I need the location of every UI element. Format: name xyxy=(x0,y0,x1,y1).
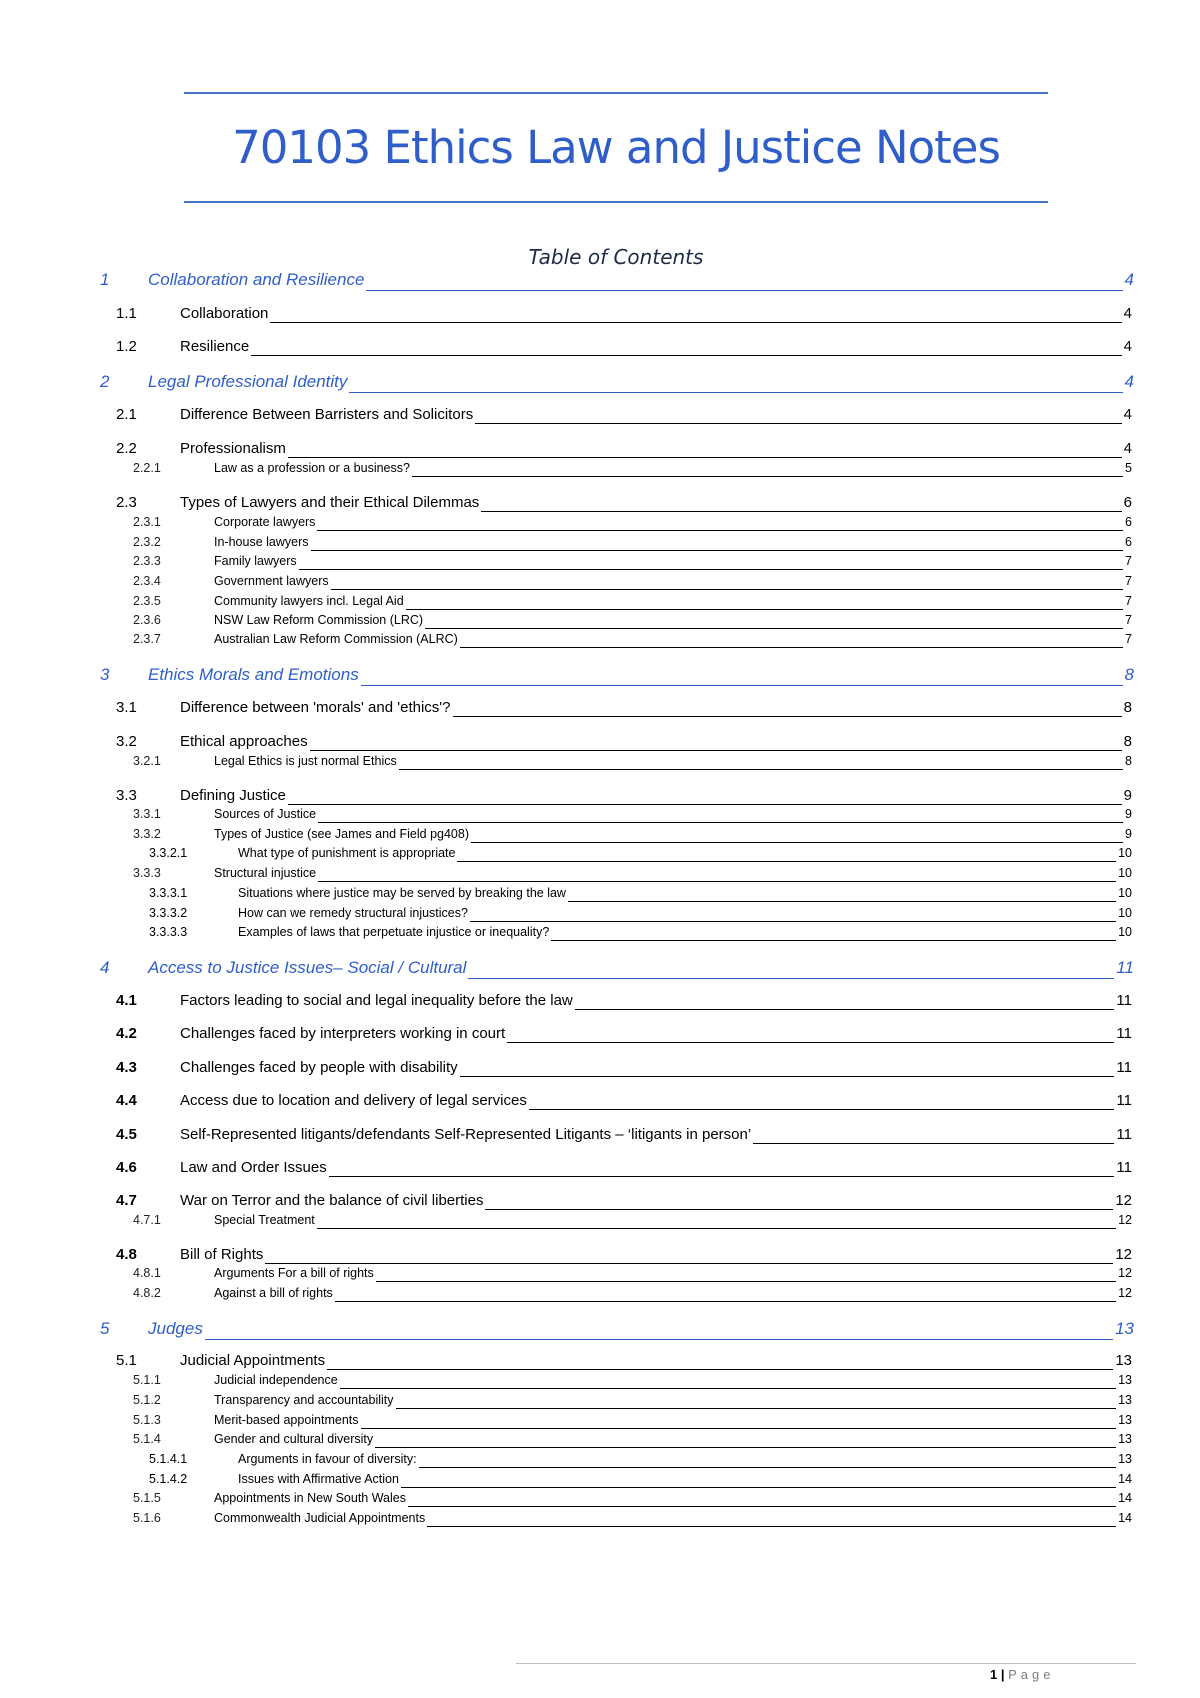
toc-entry-label: NSW Law Reform Commission (LRC) xyxy=(214,613,424,627)
toc-entry-page: 12 xyxy=(1115,1246,1132,1263)
toc-entry-page: 10 xyxy=(1118,886,1132,900)
toc-entry-level-3[interactable] xyxy=(0,574,1200,593)
toc-leader-line xyxy=(401,1487,1116,1488)
toc-entry-label: Community lawyers incl. Legal Aid xyxy=(214,594,404,608)
toc-entry-level-3[interactable] xyxy=(0,1373,1200,1392)
toc-entry-number: 5.1 xyxy=(116,1352,137,1369)
toc-entry-page: 14 xyxy=(1118,1472,1132,1486)
toc-heading: Table of Contents xyxy=(528,245,704,269)
toc-leader-line xyxy=(568,901,1116,902)
toc-entry-number: 3.3.3.3 xyxy=(149,925,188,939)
toc-entry-number: 5 xyxy=(100,1319,110,1338)
toc-entry-page: 9 xyxy=(1125,807,1132,821)
toc-entry-level-4[interactable] xyxy=(0,1452,1200,1471)
toc-entry-number: 4.4 xyxy=(116,1092,137,1109)
toc-entry-page: 11 xyxy=(1116,1092,1132,1109)
toc-leader-line xyxy=(327,1369,1113,1370)
toc-leader-line xyxy=(575,1009,1115,1010)
toc-entry-label: Commonwealth Judicial Appointments xyxy=(214,1511,426,1525)
toc-entry-label: In-house lawyers xyxy=(214,535,309,549)
toc-entry-level-3[interactable] xyxy=(0,1491,1200,1510)
toc-entry-number: 2.1 xyxy=(116,406,137,423)
toc-entry-level-4[interactable] xyxy=(0,906,1200,925)
toc-entry-number: 5.1.4 xyxy=(133,1432,161,1446)
toc-entry-number: 1 xyxy=(100,270,110,289)
toc-entry-level-3[interactable] xyxy=(0,1266,1200,1285)
toc-entry-page: 4 xyxy=(1124,372,1134,391)
toc-entry-label: Challenges faced by people with disability xyxy=(180,1059,458,1076)
toc-entry-level-3[interactable] xyxy=(0,632,1200,651)
document-title: 70103 Ethics Law and Justice Notes xyxy=(232,121,1000,174)
toc-leader-line xyxy=(529,1109,1115,1110)
toc-entry-label: Professionalism xyxy=(180,440,286,457)
toc-entry-number: 1.1 xyxy=(116,305,137,322)
toc-entry-level-2[interactable] xyxy=(0,1126,1200,1148)
toc-entry-number: 2.3.6 xyxy=(133,613,161,627)
toc-leader-line xyxy=(475,423,1121,424)
toc-entry-page: 14 xyxy=(1118,1491,1132,1505)
toc-leader-line xyxy=(396,1408,1117,1409)
toc-leader-line xyxy=(310,750,1122,751)
toc-entry-label: Examples of laws that perpetuate injustice or inequality? xyxy=(238,925,550,939)
toc-entry-page: 12 xyxy=(1118,1266,1132,1280)
toc-entry-number: 3.1 xyxy=(116,699,137,716)
toc-entry-number: 4.5 xyxy=(116,1126,137,1143)
toc-entry-number: 2.3 xyxy=(116,494,137,511)
toc-leader-line xyxy=(408,1506,1116,1507)
toc-entry-page: 11 xyxy=(1116,958,1134,977)
toc-entry-level-3[interactable] xyxy=(0,807,1200,826)
toc-entry-label: Special Treatment xyxy=(214,1213,315,1227)
toc-entry-label: Collaboration xyxy=(180,305,269,322)
toc-entry-level-3[interactable] xyxy=(0,1511,1200,1530)
toc-entry-level-3[interactable] xyxy=(0,1213,1200,1232)
toc-entry-number: 3.3.2.1 xyxy=(149,846,188,860)
toc-entry-label: Legal Ethics is just normal Ethics xyxy=(214,754,397,768)
toc-entry-page: 13 xyxy=(1118,1452,1132,1466)
toc-leader-line xyxy=(471,842,1123,843)
toc-entry-label: Judges xyxy=(148,1319,203,1338)
toc-leader-line xyxy=(299,569,1123,570)
toc-entry-page: 6 xyxy=(1123,494,1132,511)
toc-entry-level-3[interactable] xyxy=(0,754,1200,773)
toc-entry-page: 12 xyxy=(1115,1192,1132,1209)
toc-entry-number: 3.3 xyxy=(116,787,137,804)
toc-leader-line xyxy=(288,804,1122,805)
toc-entry-number: 3.3.3 xyxy=(133,866,161,880)
toc-entry-page: 11 xyxy=(1116,992,1132,1009)
toc-entry-label: Legal Professional Identity xyxy=(148,372,348,391)
toc-entry-label: Merit-based appointments xyxy=(214,1413,359,1427)
toc-entry-label: Judicial Appointments xyxy=(180,1352,326,1369)
toc-entry-label: Self-Represented litigants/defendants Self-Represented Litigants – ‘litigants in person’ xyxy=(180,1126,752,1143)
toc-entry-number: 4 xyxy=(100,958,110,977)
toc-entry-level-4[interactable] xyxy=(0,846,1200,865)
toc-entry-number: 4.7 xyxy=(116,1192,137,1209)
toc-entry-level-3[interactable] xyxy=(0,827,1200,846)
toc-entry-number: 2.2.1 xyxy=(133,461,161,475)
toc-entry-page: 5 xyxy=(1125,461,1132,475)
toc-entry-label: Types of Justice (see James and Field pg408) xyxy=(214,827,469,841)
toc-entry-label: Issues with Affirmative Action xyxy=(238,1472,399,1486)
toc-leader-line xyxy=(366,290,1122,291)
toc-entry-level-1[interactable] xyxy=(0,958,1200,984)
toc-entry-level-2[interactable] xyxy=(0,338,1200,360)
footer-page-number: 1 xyxy=(990,1667,998,1682)
toc-entry-level-1[interactable] xyxy=(0,665,1200,691)
toc-entry-page: 7 xyxy=(1125,554,1132,568)
toc-entry-page: 8 xyxy=(1123,733,1132,750)
toc-entry-level-2[interactable] xyxy=(0,1352,1200,1374)
toc-entry-page: 13 xyxy=(1118,1393,1132,1407)
toc-entry-label: Sources of Justice xyxy=(214,807,317,821)
toc-leader-line xyxy=(288,457,1122,458)
toc-leader-line xyxy=(425,628,1123,629)
toc-entry-level-3[interactable] xyxy=(0,554,1200,573)
toc-entry-label: Defining Justice xyxy=(180,787,286,804)
toc-entry-page: 10 xyxy=(1118,906,1132,920)
toc-entry-label: Factors leading to social and legal inequality before the law xyxy=(180,992,573,1009)
toc-leader-line xyxy=(485,1209,1113,1210)
toc-entry-number: 2.3.7 xyxy=(133,632,161,646)
toc-entry-level-4[interactable] xyxy=(0,925,1200,944)
toc-entry-label: Family lawyers xyxy=(214,554,297,568)
toc-entry-level-1[interactable] xyxy=(0,270,1200,296)
toc-entry-number: 4.8.1 xyxy=(133,1266,161,1280)
toc-entry-label: Situations where justice may be served by breaking the law xyxy=(238,886,566,900)
toc-entry-label: Judicial independence xyxy=(214,1373,338,1387)
toc-leader-line xyxy=(340,1388,1116,1389)
toc-entry-level-2[interactable] xyxy=(0,1059,1200,1081)
toc-entry-number: 3.3.3.1 xyxy=(149,886,188,900)
toc-leader-line xyxy=(468,978,1114,979)
toc-entry-page: 4 xyxy=(1124,270,1134,289)
toc-leader-line xyxy=(270,322,1121,323)
toc-leader-line xyxy=(205,1339,1113,1340)
toc-leader-line xyxy=(265,1263,1113,1264)
toc-entry-label: Access to Justice Issues– Social / Cultural xyxy=(148,958,467,977)
toc-leader-line xyxy=(318,881,1116,882)
toc-entry-page: 12 xyxy=(1118,1286,1132,1300)
toc-entry-page: 11 xyxy=(1116,1059,1132,1076)
toc-entry-level-3[interactable] xyxy=(0,515,1200,534)
toc-leader-line xyxy=(412,476,1123,477)
toc-entry-level-3[interactable] xyxy=(0,1286,1200,1305)
toc-entry-number: 3.3.3.2 xyxy=(149,906,188,920)
toc-entry-level-2[interactable] xyxy=(0,406,1200,428)
toc-entry-number: 3 xyxy=(100,665,110,684)
toc-leader-line xyxy=(318,822,1123,823)
toc-entry-label: Arguments For a bill of rights xyxy=(214,1266,374,1280)
toc-entry-page: 6 xyxy=(1125,515,1132,529)
toc-entry-page: 8 xyxy=(1125,754,1132,768)
toc-entry-page: 7 xyxy=(1125,613,1132,627)
toc-entry-number: 2.3.2 xyxy=(133,535,161,549)
toc-entry-label: Government lawyers xyxy=(214,574,329,588)
toc-entry-number: 3.2 xyxy=(116,733,137,750)
toc-entry-level-2[interactable] xyxy=(0,440,1200,462)
toc-entry-page: 9 xyxy=(1125,827,1132,841)
toc-entry-page: 4 xyxy=(1123,305,1132,322)
toc-leader-line xyxy=(427,1526,1116,1527)
toc-leader-line xyxy=(481,511,1121,512)
toc-entry-level-2[interactable] xyxy=(0,1092,1200,1114)
toc-entry-page: 6 xyxy=(1125,535,1132,549)
page-footer xyxy=(990,1667,1055,1682)
toc-entry-label: War on Terror and the balance of civil liberties xyxy=(180,1192,484,1209)
toc-entry-number: 5.1.2 xyxy=(133,1393,161,1407)
toc-entry-label: How can we remedy structural injustices? xyxy=(238,906,468,920)
toc-entry-level-3[interactable] xyxy=(0,613,1200,632)
toc-entry-page: 7 xyxy=(1125,594,1132,608)
toc-leader-line xyxy=(460,647,1123,648)
toc-entry-label: What type of punishment is appropriate xyxy=(238,846,456,860)
toc-entry-page: 4 xyxy=(1123,338,1132,355)
toc-leader-line xyxy=(470,921,1116,922)
toc-entry-level-2[interactable] xyxy=(0,305,1200,327)
toc-leader-line xyxy=(317,530,1123,531)
toc-entry-page: 11 xyxy=(1116,1159,1132,1176)
toc-entry-page: 7 xyxy=(1125,632,1132,646)
toc-entry-number: 1.2 xyxy=(116,338,137,355)
toc-entry-label: Appointments in New South Wales xyxy=(214,1491,406,1505)
toc-entry-page: 13 xyxy=(1115,1352,1132,1369)
toc-entry-number: 5.1.6 xyxy=(133,1511,161,1525)
toc-entry-page: 13 xyxy=(1118,1432,1132,1446)
toc-entry-page: 11 xyxy=(1116,1025,1132,1042)
toc-entry-label: Against a bill of rights xyxy=(214,1286,333,1300)
toc-entry-level-2[interactable] xyxy=(0,699,1200,721)
toc-entry-page: 13 xyxy=(1118,1373,1132,1387)
toc-entry-number: 2.3.3 xyxy=(133,554,161,568)
toc-entry-label: Ethics Morals and Emotions xyxy=(148,665,359,684)
toc-entry-number: 5.1.4.2 xyxy=(149,1472,188,1486)
toc-entry-level-2[interactable] xyxy=(0,1246,1200,1268)
toc-entry-label: Resilience xyxy=(180,338,250,355)
toc-entry-level-4[interactable] xyxy=(0,886,1200,905)
toc-entry-page: 14 xyxy=(1118,1511,1132,1525)
toc-entry-number: 2.3.5 xyxy=(133,594,161,608)
toc-leader-line xyxy=(453,716,1122,717)
toc-entry-page: 8 xyxy=(1123,699,1132,716)
toc-leader-line xyxy=(460,1076,1115,1077)
toc-entry-page: 7 xyxy=(1125,574,1132,588)
toc-leader-line xyxy=(551,940,1116,941)
toc-entry-number: 2.3.4 xyxy=(133,574,161,588)
toc-leader-line xyxy=(753,1143,1114,1144)
toc-entry-level-3[interactable] xyxy=(0,1393,1200,1412)
toc-entry-label: Collaboration and Resilience xyxy=(148,270,365,289)
toc-entry-level-2[interactable] xyxy=(0,1025,1200,1047)
toc-entry-number: 2 xyxy=(100,372,110,391)
toc-leader-line xyxy=(361,685,1123,686)
toc-entry-page: 10 xyxy=(1118,846,1132,860)
toc-entry-number: 4.1 xyxy=(116,992,137,1009)
toc-entry-level-3[interactable] xyxy=(0,535,1200,554)
toc-entry-level-2[interactable] xyxy=(0,787,1200,809)
toc-leader-line xyxy=(331,589,1123,590)
toc-entry-number: 4.8 xyxy=(116,1246,137,1263)
toc-entry-number: 4.6 xyxy=(116,1159,137,1176)
toc-entry-level-1[interactable] xyxy=(0,372,1200,398)
toc-entry-level-2[interactable] xyxy=(0,494,1200,516)
toc-entry-number: 3.3.2 xyxy=(133,827,161,841)
toc-leader-line xyxy=(349,392,1122,393)
toc-entry-label: Difference between 'morals' and 'ethics'? xyxy=(180,699,451,716)
toc-entry-level-4[interactable] xyxy=(0,1472,1200,1491)
toc-leader-line xyxy=(251,355,1121,356)
toc-entry-number: 5.1.5 xyxy=(133,1491,161,1505)
toc-entry-level-2[interactable] xyxy=(0,992,1200,1014)
toc-entry-number: 5.1.1 xyxy=(133,1373,161,1387)
toc-entry-page: 11 xyxy=(1116,1126,1132,1143)
toc-entry-number: 4.8.2 xyxy=(133,1286,161,1300)
toc-entry-page: 8 xyxy=(1124,665,1134,684)
toc-entry-page: 10 xyxy=(1118,925,1132,939)
toc-entry-number: 3.3.1 xyxy=(133,807,161,821)
toc-entry-label: Bill of Rights xyxy=(180,1246,264,1263)
toc-entry-number: 3.2.1 xyxy=(133,754,161,768)
toc-entry-label: Law and Order Issues xyxy=(180,1159,327,1176)
toc-entry-level-3[interactable] xyxy=(0,866,1200,885)
toc-entry-level-1[interactable] xyxy=(0,1319,1200,1345)
toc-entry-page: 12 xyxy=(1118,1213,1132,1227)
toc-leader-line xyxy=(507,1042,1114,1043)
toc-leader-line xyxy=(361,1428,1117,1429)
toc-entry-label: Corporate lawyers xyxy=(214,515,316,529)
toc-entry-number: 5.1.4.1 xyxy=(149,1452,188,1466)
toc-entry-page: 10 xyxy=(1118,866,1132,880)
toc-entry-page: 13 xyxy=(1118,1413,1132,1427)
toc-entry-label: Gender and cultural diversity xyxy=(214,1432,374,1446)
toc-leader-line xyxy=(311,550,1124,551)
footer-separator: | xyxy=(1000,1667,1005,1682)
toc-entry-level-3[interactable] xyxy=(0,594,1200,613)
footer-page-word: Page xyxy=(1008,1667,1055,1682)
toc-entry-label: Access due to location and delivery of legal services xyxy=(180,1092,527,1109)
toc-entry-page: 13 xyxy=(1115,1319,1134,1338)
toc-leader-line xyxy=(375,1447,1116,1448)
toc-leader-line xyxy=(406,609,1123,610)
toc-leader-line xyxy=(419,1467,1117,1468)
toc-entry-page: 4 xyxy=(1123,406,1132,423)
toc-entry-page: 9 xyxy=(1123,787,1132,804)
toc-entry-label: Structural injustice xyxy=(214,866,317,880)
toc-leader-line xyxy=(329,1176,1115,1177)
toc-entry-level-2[interactable] xyxy=(0,1192,1200,1214)
toc-entry-label: Ethical approaches xyxy=(180,733,308,750)
toc-entry-level-3[interactable] xyxy=(0,1413,1200,1432)
toc-entry-number: 4.7.1 xyxy=(133,1213,161,1227)
toc-entry-number: 4.3 xyxy=(116,1059,137,1076)
toc-entry-level-3[interactable] xyxy=(0,461,1200,480)
toc-entry-level-3[interactable] xyxy=(0,1432,1200,1451)
toc-leader-line xyxy=(457,861,1116,862)
toc-entry-label: Arguments in favour of diversity: xyxy=(238,1452,417,1466)
toc-entry-label: Types of Lawyers and their Ethical Dilemmas xyxy=(180,494,480,511)
toc-entry-number: 2.2 xyxy=(116,440,137,457)
toc-entry-level-2[interactable] xyxy=(0,1159,1200,1181)
toc-entry-number: 2.3.1 xyxy=(133,515,161,529)
footer-rule xyxy=(516,1663,1136,1664)
toc-entry-number: 5.1.3 xyxy=(133,1413,161,1427)
toc-leader-line xyxy=(399,769,1123,770)
toc-entry-label: Challenges faced by interpreters working in court xyxy=(180,1025,506,1042)
toc-leader-line xyxy=(317,1228,1116,1229)
toc-entry-number: 4.2 xyxy=(116,1025,137,1042)
toc-entry-page: 4 xyxy=(1123,440,1132,457)
toc-leader-line xyxy=(335,1301,1116,1302)
toc-entry-label: Australian Law Reform Commission (ALRC) xyxy=(214,632,458,646)
toc-entry-level-2[interactable] xyxy=(0,733,1200,755)
toc-entry-label: Difference Between Barristers and Solicitors xyxy=(180,406,474,423)
toc-entry-label: Law as a profession or a business? xyxy=(214,461,410,475)
toc-leader-line xyxy=(376,1281,1116,1282)
toc-entry-label: Transparency and accountability xyxy=(214,1393,394,1407)
